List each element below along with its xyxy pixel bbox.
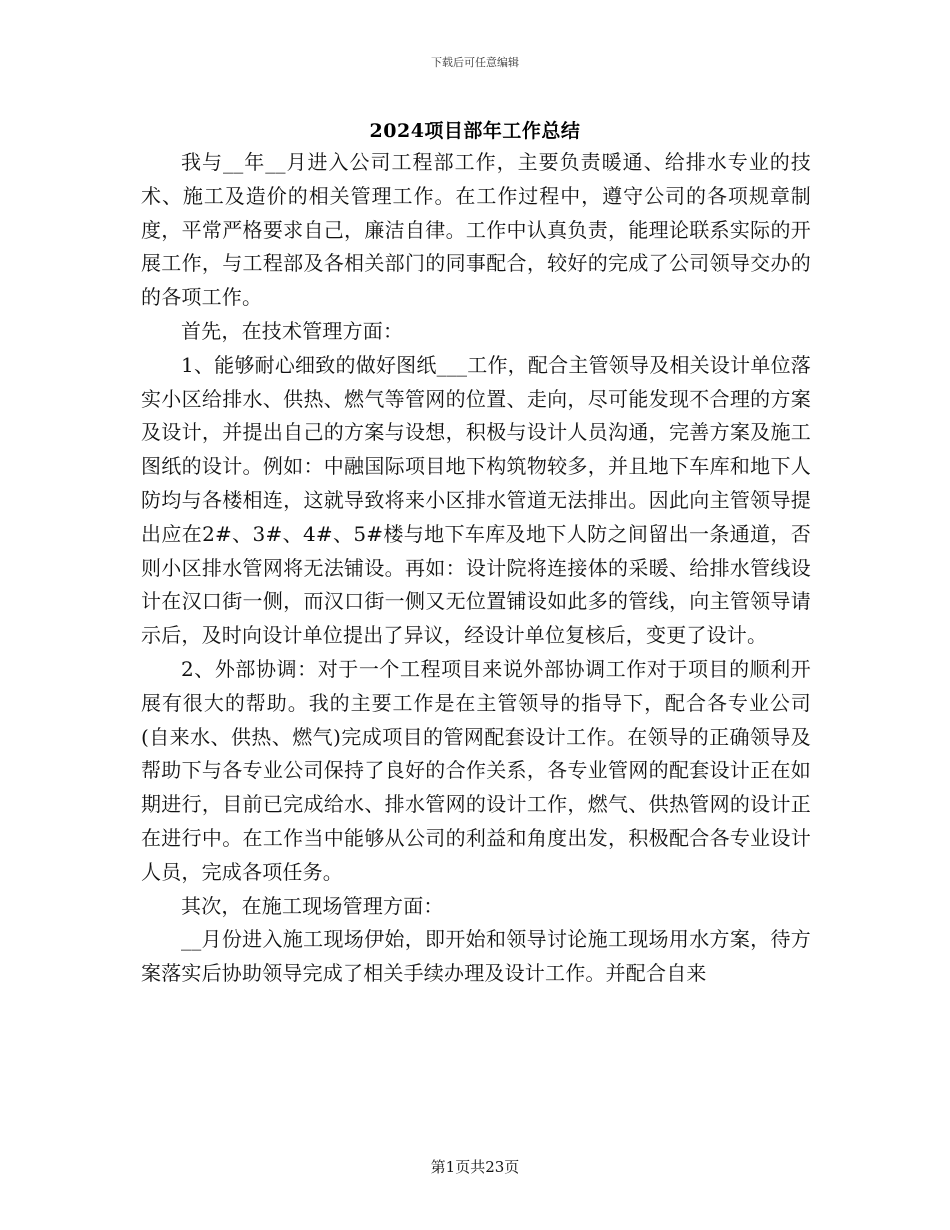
paragraph-tech-item-2: 2、外部协调：对于一个工程项目来说外部协调工作对于项目的顺利开展有很大的帮助。我的主要工作是在主管领导的指导下，配合各专业公司(自来水、供热、燃气)完成项目的管网配套设计工作。在领导的正确领导及帮助下与各专业公司保持了良好的合作关系，各专业管网的配套设计正在如期进行，目前已完成给水、排水管网的设计工作，燃气、供热管网的设计正在进行中。在工作当中能够从公司的利益和角度出发，积极配合各专业设计人员，完成各项任务。	[141, 656, 811, 884]
paragraph-tech-heading: 首先，在技术管理方面：	[181, 318, 404, 343]
paragraph-intro: 我与__年__月进入公司工程部工作，主要负责暖通、给排水专业的技术、施工及造价的相关管理工作。在工作过程中，遵守公司的各项规章制度，平常严格要求自己，廉洁自律。工作中认真负责，能理论联系实际的开展工作，与工程部及各相关部门的同事配合，较好的完成了公司领导交办的的各项工作。	[141, 150, 811, 310]
page-number: 第1页共23页	[430, 1158, 520, 1176]
paragraph-site-body: __月份进入施工现场伊始，即开始和领导讨论施工现场用水方案，待方案落实后协助领导完成了相关手续办理及设计工作。并配合自来	[141, 927, 811, 986]
document-title: 2024项目部年工作总结	[369, 120, 581, 142]
paragraph-tech-item-1: 1、能够耐心细致的做好图纸___工作，配合主管领导及相关设计单位落实小区给排水、供热、燃气等管网的位置、走向，尽可能发现不合理的方案及设计，并提出自己的方案与设想，积极与设计人员沟通，完善方案及施工图纸的设计。例如：中融国际项目地下构筑物较多，并且地下车库和地下人防均与各楼相连，这就导致将来小区排水管道无法排出。因此向主管领导提出应在2#、3#、4#、5#楼与地下车库及地下人防之间留出一条通道，否则小区排水管网将无法铺设。再如：设计院将连接体的采暖、给排水管线设计在汉口街一侧，而汉口街一侧又无位置铺设如此多的管线，向主管领导请示后，及时向设计单位提出了异议，经设计单位复核后，变更了设计。	[141, 352, 811, 648]
paragraph-site-heading: 其次，在施工现场管理方面：	[181, 893, 444, 918]
header-note: 下载后可任意编辑	[431, 56, 519, 69]
document-body	[141, 146, 811, 991]
